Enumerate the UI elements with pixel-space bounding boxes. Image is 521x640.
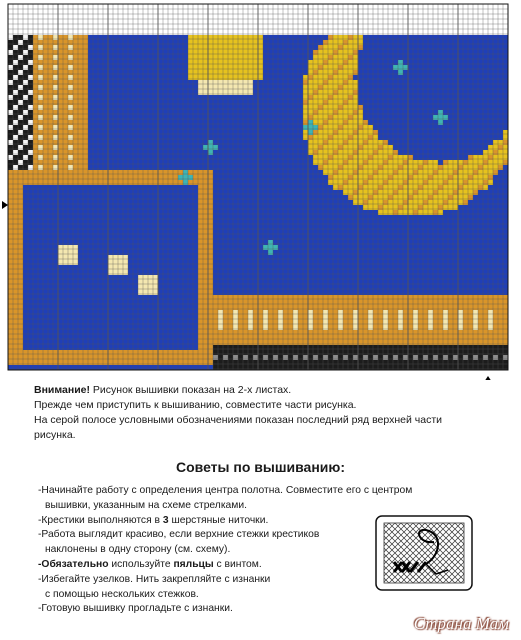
tips-list bbox=[38, 484, 413, 617]
notice-line-3: На серой полосе условными обозначениями показан последний ряд верхней части bbox=[34, 414, 443, 426]
tip-1: -Начинайте работу с определения центра полотна. Совместите его с центром bbox=[38, 485, 413, 496]
tip-2: -Крестики выполняются в 3 шерстяные ниточки. bbox=[38, 514, 269, 526]
tips-title: Советы по вышиванию: bbox=[175, 459, 345, 475]
tip-5: -Избегайте узелков. Нить закрепляйте с изнанки bbox=[38, 573, 271, 585]
tip-3: -Работа выглядит красиво, если верхние стежки крестиков bbox=[38, 529, 320, 541]
notice-bold: Внимание! bbox=[34, 384, 90, 396]
tip-1-cont: вышивки, указанным на схеме стрелками. bbox=[45, 499, 247, 511]
notice-line-4: рисунка. bbox=[34, 429, 76, 441]
center-arrow-bottom bbox=[484, 376, 492, 380]
stitch-diagram-icon bbox=[374, 514, 474, 592]
notice-block bbox=[34, 383, 504, 443]
watermark-logo: Страна Мам bbox=[413, 614, 509, 633]
notice-line-2: Прежде чем приступить к вышиванию, совместите части рисунка. bbox=[34, 399, 357, 411]
notice-text: Рисунок вышивки показан на 2-х листах. bbox=[89, 384, 292, 396]
tip-5-cont: с помощью нескольких стежков. bbox=[45, 588, 199, 600]
center-arrow-left bbox=[2, 201, 8, 209]
tip-3-cont: наклонены в одну сторону (см. схему). bbox=[45, 544, 231, 556]
notice-line-1 bbox=[34, 383, 504, 398]
tip-6: -Готовую вышивку прогладьте с изнанки. bbox=[38, 603, 233, 615]
tip-4: -Обязательно используйте пяльцы с винтом. bbox=[38, 558, 262, 570]
